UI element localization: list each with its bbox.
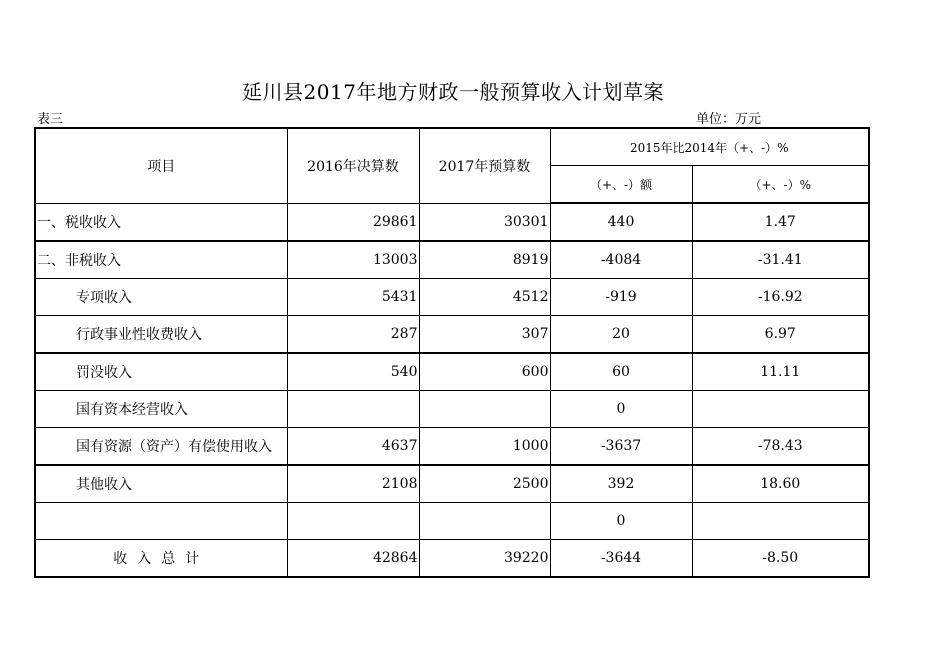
- table-row: [35, 316, 869, 354]
- row-final-2016: [287, 503, 419, 540]
- row-diff-amount: -919: [550, 279, 692, 316]
- row-budget-2017: 30301: [419, 203, 550, 241]
- row-item: 国有资本经营收入: [35, 391, 287, 428]
- row-final-2016: 29861: [287, 203, 419, 241]
- revenue-table: [34, 127, 870, 578]
- row-diff-amount: -4084: [550, 241, 692, 279]
- table-row: [35, 353, 869, 391]
- row-final-2016: 540: [287, 353, 419, 391]
- table-row: [35, 241, 869, 279]
- row-diff-amount: 0: [550, 391, 692, 428]
- row-diff-pct: [692, 391, 869, 428]
- row-diff-amount: 20: [550, 316, 692, 354]
- row-budget-2017: [419, 391, 550, 428]
- table-row: [35, 279, 869, 316]
- row-final-2016: 4637: [287, 428, 419, 466]
- row-diff-amount: 0: [550, 503, 692, 540]
- header-budget-2017: 2017年预算数: [419, 128, 550, 203]
- row-diff-pct: -31.41: [692, 241, 869, 279]
- row-item: 一、税收收入: [35, 203, 287, 241]
- table-row: [35, 503, 869, 540]
- row-budget-2017: 8919: [419, 241, 550, 279]
- row-item: 二、非税收入: [35, 241, 287, 279]
- row-item: 罚没收入: [35, 353, 287, 391]
- row-final-2016: 287: [287, 316, 419, 354]
- table-row: [35, 203, 869, 241]
- row-budget-2017: 1000: [419, 428, 550, 466]
- row-budget-2017: 2500: [419, 465, 550, 503]
- header-final-2016: 2016年决算数: [287, 128, 419, 203]
- row-item: 其他收入: [35, 465, 287, 503]
- total-diff-pct: -8.50: [692, 540, 869, 578]
- row-diff-amount: -3637: [550, 428, 692, 466]
- row-budget-2017: 307: [419, 316, 550, 354]
- row-diff-pct: 6.97: [692, 316, 869, 354]
- row-diff-amount: 440: [550, 203, 692, 241]
- row-final-2016: 2108: [287, 465, 419, 503]
- total-label: 收入总计: [35, 540, 287, 578]
- header-item: 项目: [35, 128, 287, 203]
- row-diff-amount: 392: [550, 465, 692, 503]
- table-number: 表三: [37, 112, 64, 127]
- row-diff-pct: 11.11: [692, 353, 869, 391]
- header-compare: 2015年比2014年（+、-）%: [550, 128, 869, 166]
- row-budget-2017: [419, 503, 550, 540]
- row-item: 行政事业性收费收入: [35, 316, 287, 354]
- row-final-2016: [287, 391, 419, 428]
- row-diff-pct: -16.92: [692, 279, 869, 316]
- table-row: [35, 465, 869, 503]
- header-row: [35, 128, 869, 166]
- row-final-2016: 13003: [287, 241, 419, 279]
- total-row: [35, 540, 869, 578]
- row-item: [35, 503, 287, 540]
- row-budget-2017: 600: [419, 353, 550, 391]
- header-diff-pct: （+、-）%: [692, 166, 869, 204]
- row-budget-2017: 4512: [419, 279, 550, 316]
- total-final-2016: 42864: [287, 540, 419, 578]
- row-diff-pct: 18.60: [692, 465, 869, 503]
- header-diff-amount: （+、-）额: [550, 166, 692, 204]
- total-budget-2017: 39220: [419, 540, 550, 578]
- row-diff-pct: 1.47: [692, 203, 869, 241]
- unit-label: 单位：万元: [696, 112, 762, 127]
- row-final-2016: 5431: [287, 279, 419, 316]
- row-diff-amount: 60: [550, 353, 692, 391]
- row-item: 专项收入: [35, 279, 287, 316]
- row-item: 国有资源（资产）有偿使用收入: [35, 428, 287, 466]
- row-diff-pct: -78.43: [692, 428, 869, 466]
- row-diff-pct: [692, 503, 869, 540]
- page-title: 延川县2017年地方财政一般预算收入计划草案: [242, 80, 664, 104]
- table-row: [35, 391, 869, 428]
- table-row: [35, 428, 869, 466]
- total-diff-amount: -3644: [550, 540, 692, 578]
